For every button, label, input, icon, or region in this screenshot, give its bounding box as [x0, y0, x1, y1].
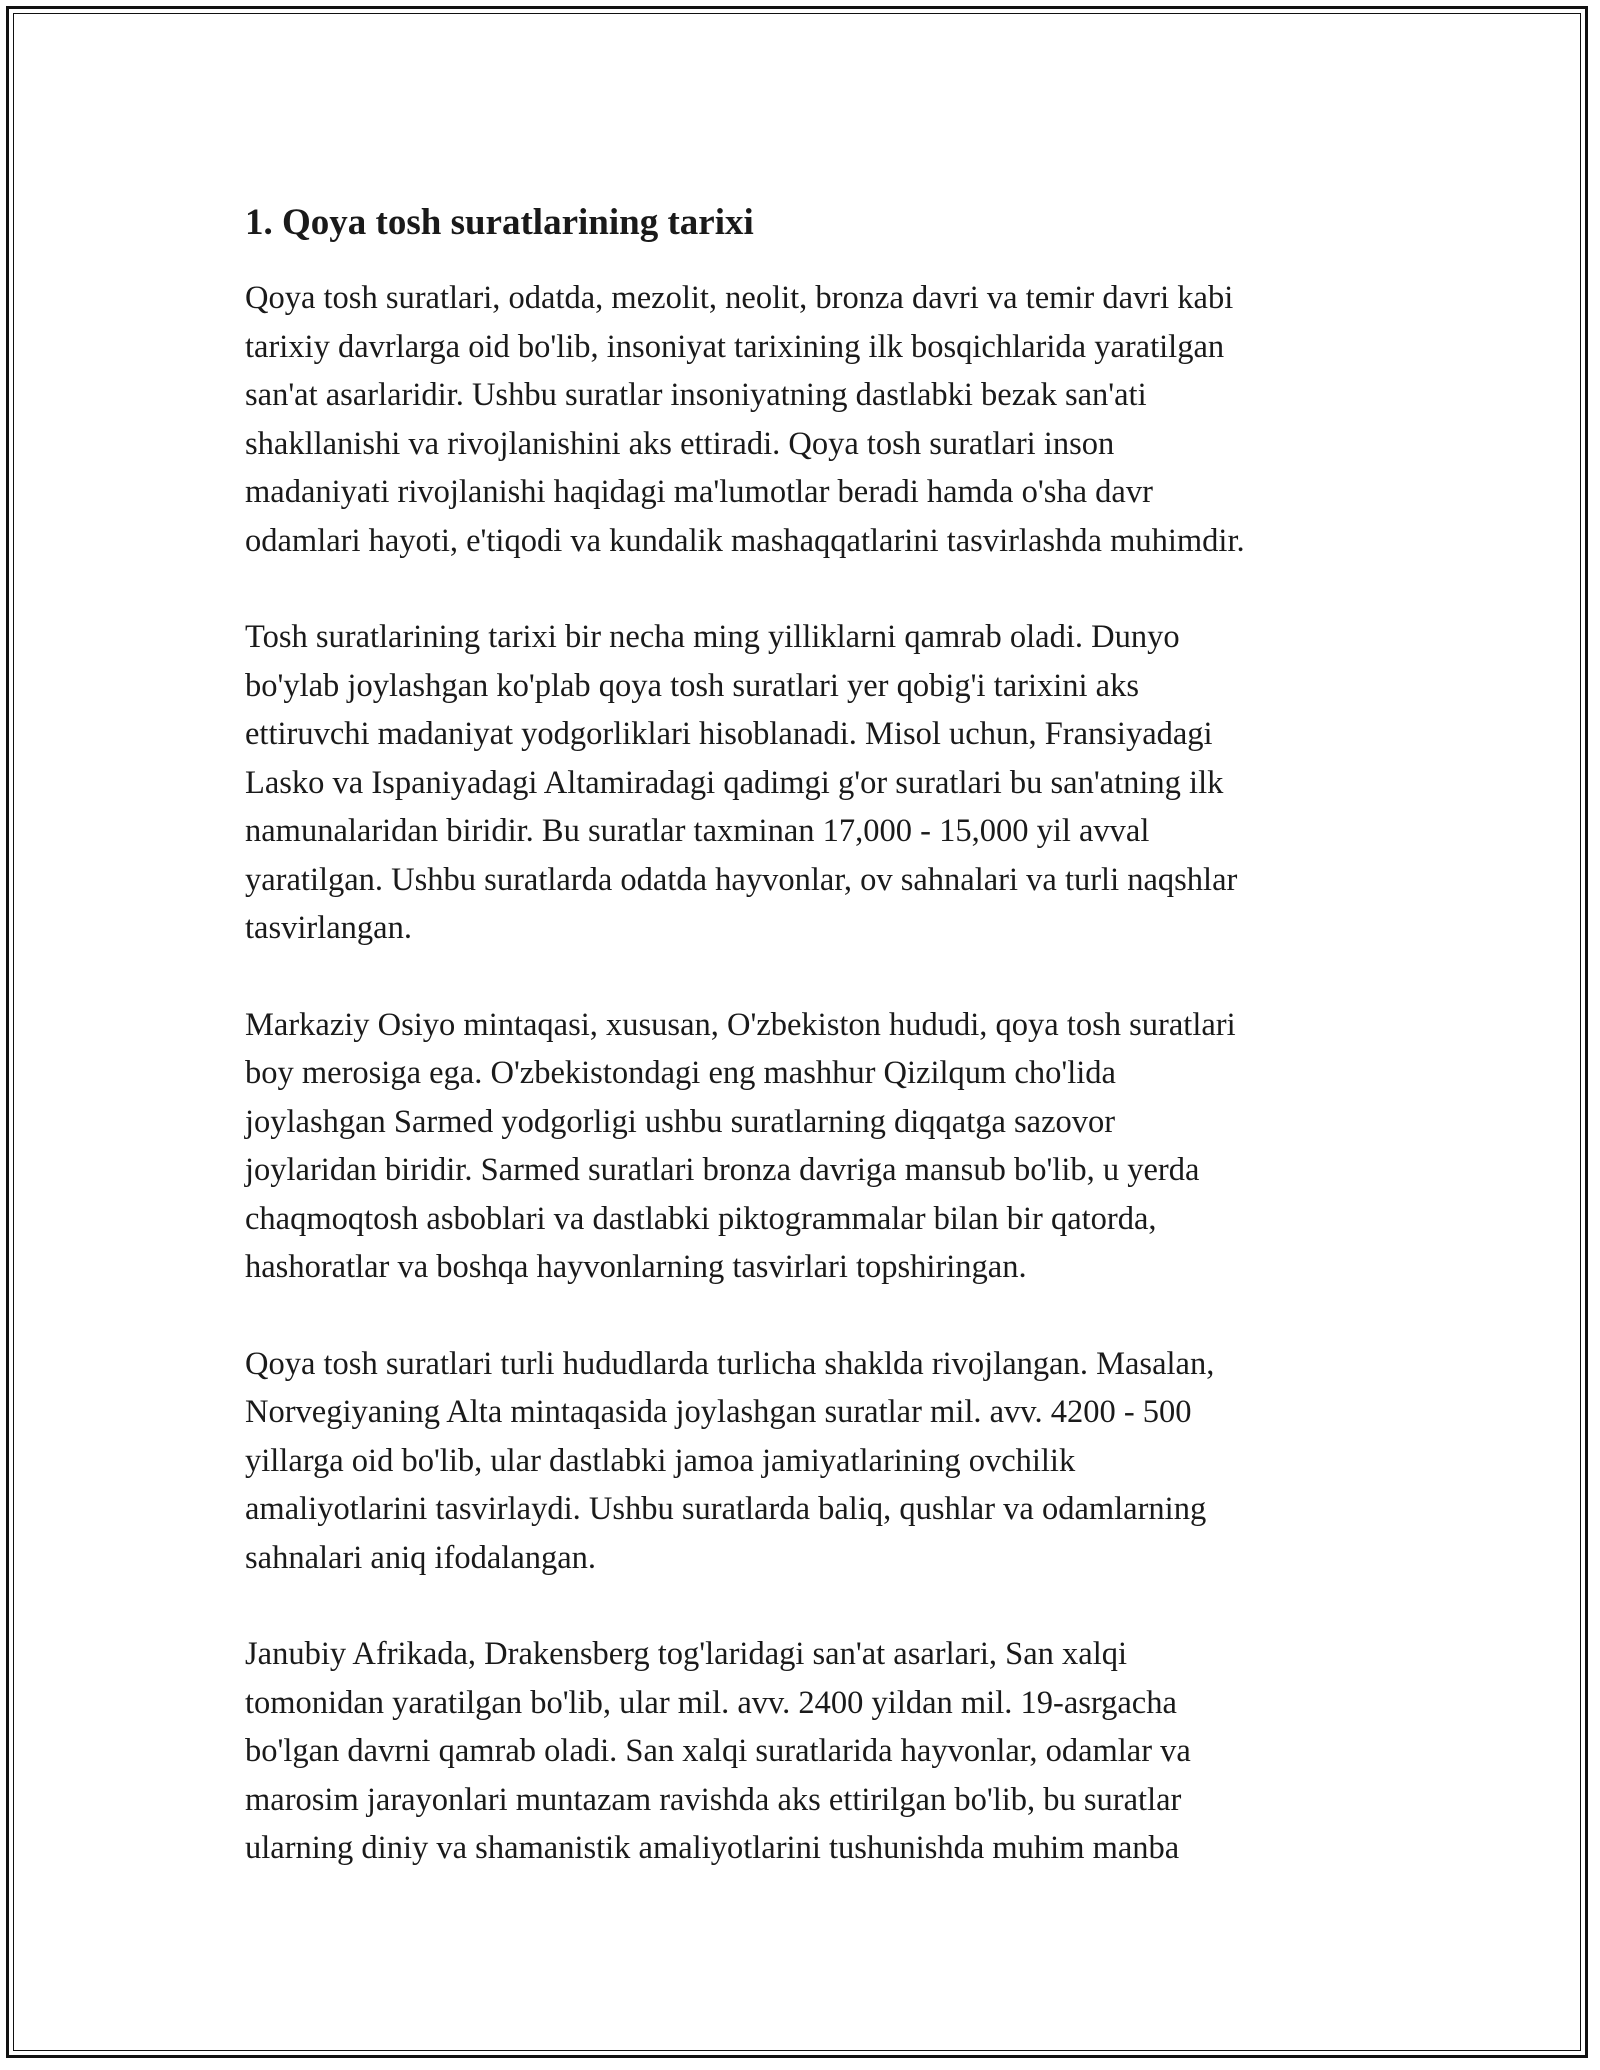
paragraph-line: ettiruvchi madaniyat yodgorliklari hisoblanadi. Misol uchun, Fransiyadagi: [245, 716, 1213, 752]
paragraph-line: ularning diniy va shamanistik amaliyotlarini tushunishda muhim manba: [245, 1830, 1180, 1866]
paragraph-line: Tosh suratlarining tarixi bir necha ming yilliklarni qamrab oladi. Dunyo: [245, 619, 1180, 655]
paragraph: [245, 1001, 1385, 1292]
paragraph-list: [245, 274, 1385, 1873]
paragraph-line: shakllanishi va rivojlanishini aks ettiradi. Qoya tosh suratlari inson: [245, 425, 1115, 462]
paragraph-line: chaqmoqtosh asboblari va dastlabki piktogrammalar bilan bir qatorda,: [245, 1200, 1157, 1237]
paragraph: [245, 1340, 1385, 1583]
paragraph-line: tarixiy davrlarga oid bo'lib, insoniyat tarixining ilk bosqichlarida yaratilgan: [245, 328, 1225, 365]
paragraph-line: hashoratlar va boshqa hayvonlarning tasvirlari topshiringan.: [245, 1249, 1027, 1285]
paragraph-line: Janubiy Afrikada, Drakensberg tog'laridagi san'at asarlari, San xalqi: [245, 1636, 1128, 1672]
paragraph-line: san'at asarlaridir. Ushbu suratlar insoniyatning dastlabki bezak san'ati: [245, 377, 1147, 413]
paragraph-line: sahnalari aniq ifodalangan.: [245, 1539, 597, 1576]
paragraph: [245, 274, 1385, 565]
paragraph-line: tomonidan yaratilgan bo'lib, ular mil. avv. 2400 yildan mil. 19-asrgacha: [245, 1684, 1177, 1721]
paragraph-line: madaniyati rivojlanishi haqidagi ma'lumotlar beradi hamda o'sha davr: [245, 474, 1153, 510]
page-border: [6, 6, 1588, 2058]
paragraph-line: bo'lgan davrni qamrab oladi. San xalqi suratlarida hayvonlar, odamlar va: [245, 1733, 1191, 1769]
paragraph-line: bo'ylab joylashgan ko'plab qoya tosh suratlari yer qobig'i tarixini aks: [245, 667, 1139, 704]
paragraph-line: yaratilgan. Ushbu suratlarda odatda hayvonlar, ov sahnalari va turli naqshlar: [245, 861, 1238, 898]
paragraph-line: joylaridan biridir. Sarmed suratlari bronza davriga mansub bo'lib, u yerda: [245, 1152, 1200, 1188]
paragraph-line: Qoya tosh suratlari, odatda, mezolit, neolit, bronza davri va temir davri kabi: [245, 280, 1234, 316]
paragraph-line: Qoya tosh suratlari turli hududlarda turlicha shaklda rivojlangan. Masalan,: [245, 1345, 1215, 1382]
paragraph-line: boy merosiga ega. O'zbekistondagi eng mashhur Qizilqum cho'lida: [245, 1055, 1116, 1091]
document-body: [245, 197, 1385, 1921]
paragraph-line: tasvirlangan.: [245, 910, 412, 946]
section-heading: 1. Qoya tosh suratlarining tarixi: [245, 202, 754, 243]
paragraph-line: Markaziy Osiyo mintaqasi, xususan, O'zbekiston hududi, qoya tosh suratlari: [245, 1006, 1236, 1043]
paragraph: [245, 1630, 1385, 1873]
paragraph: [245, 613, 1385, 953]
paragraph-line: Norvegiyaning Alta mintaqasida joylashgan suratlar mil. avv. 4200 - 500: [245, 1394, 1192, 1430]
paragraph-line: joylashgan Sarmed yodgorligi ushbu suratlarning diqqatga sazovor: [245, 1103, 1116, 1140]
paragraph-line: amaliyotlarini tasvirlaydi. Ushbu suratlarda baliq, qushlar va odamlarning: [245, 1491, 1207, 1527]
paragraph-line: marosim jarayonlari muntazam ravishda aks ettirilgan bo'lib, bu suratlar: [245, 1781, 1182, 1818]
paragraph-line: yillarga oid bo'lib, ular dastlabki jamoa jamiyatlarining ovchilik: [245, 1442, 1076, 1479]
paragraph-line: Lasko va Ispaniyadagi Altamiradagi qadimgi g'or suratlari bu san'atning ilk: [245, 764, 1224, 801]
paragraph-line: odamlari hayoti, e'tiqodi va kundalik mashaqqatlarini tasvirlashda muhimdir.: [245, 522, 1245, 559]
paragraph-line: namunalaridan biridir. Bu suratlar taxminan 17,000 - 15,000 yil avval: [245, 813, 1150, 849]
